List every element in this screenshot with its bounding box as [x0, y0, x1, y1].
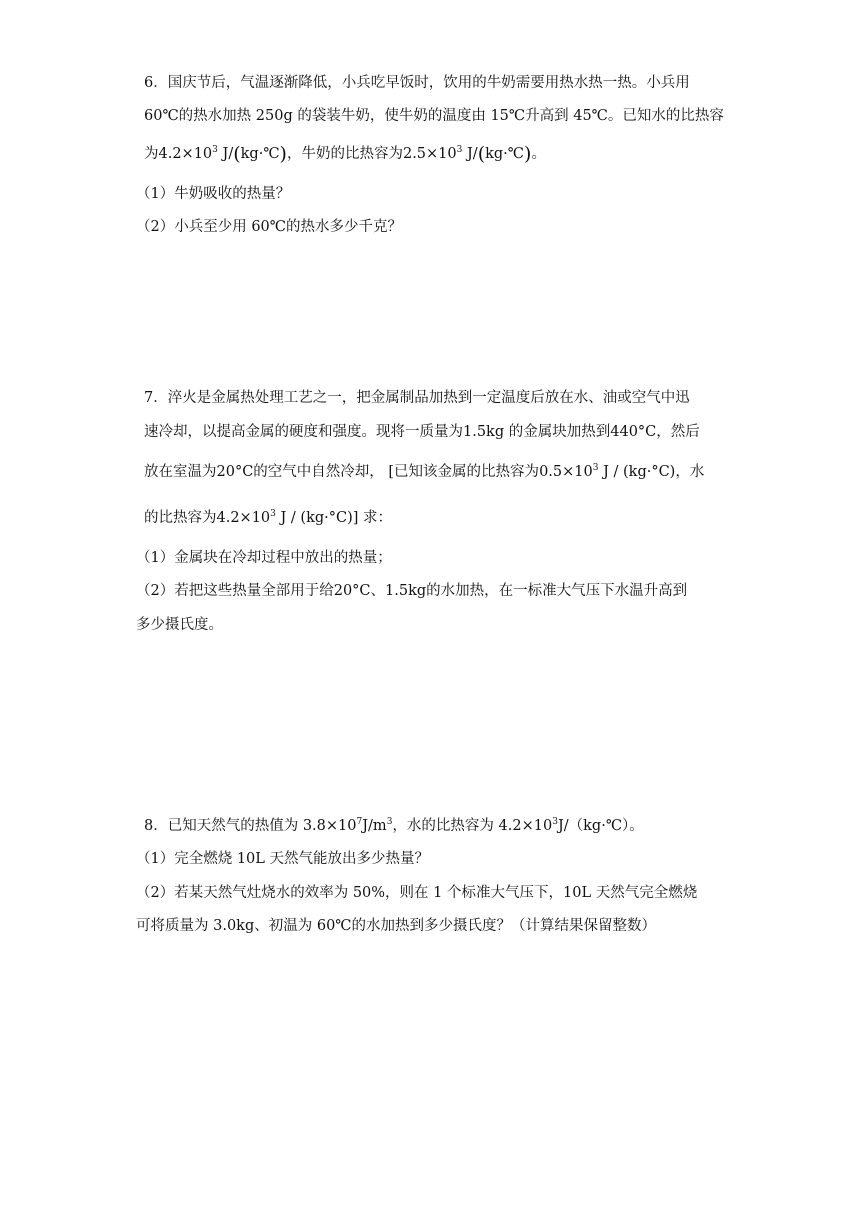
q7-sub-2: （2）若把这些热量全部用于给20°C、1.5kg的水加热，在一标准大气压下水温升高到 — [136, 583, 688, 599]
q8-sub-2-line-2: 可将质量为 3.0kg、初温为 60℃的水加热到多少摄氏度？（计算结果保留整数） — [136, 918, 657, 934]
q8-sub-1: （1）完全燃烧 10L 天然气能放出多少热量？ — [136, 851, 430, 867]
q7-line-1: 7．淬火是金属热处理工艺之一，把金属制品加热到一定温度后放在水、油或空气中迅 — [144, 390, 690, 406]
q7-sub-1: （1）金属块在冷却过程中放出的热量； — [136, 550, 392, 566]
q6-line-1: 6．国庆节后，气温逐渐降低，小兵吃早饭时，饮用的牛奶需要用热水热一热。小兵用 — [144, 75, 690, 91]
q6-line-3 — [144, 143, 546, 165]
metal-heat-capacity: $0.5\times 10^3$ J / (kg·°C) — [539, 463, 676, 480]
q6-text: 为 — [144, 146, 159, 162]
q7-line-3: 放在室温为20°C的空气中自然冷却， [已知该金属的比热容为$0.5\times 10^3$ J / (kg·°C)，水 — [144, 463, 705, 480]
metal-mass: 1.5kg — [463, 424, 505, 440]
milk-heat-capacity: $2.5\times 10^3$ J/(kg·℃) — [402, 143, 532, 165]
room-temperature: 20°C — [216, 464, 254, 480]
q7-line-4: 的比热容为$4.2\times 10^3$ J / (kg·°C)] 求： — [144, 509, 393, 526]
metal-temperature: 440°C — [610, 424, 657, 440]
water-heat-capacity: $4.2\times 10^3$ J / (kg·°C)] — [216, 509, 359, 526]
q6-sub-2: （2）小兵至少用 60℃的热水多少千克？ — [136, 219, 403, 235]
q6-sub-1: （1）牛奶吸收的热量？ — [136, 186, 291, 202]
q6-text: ，牛奶的比热容为 — [286, 146, 403, 162]
q6-text: 。 — [531, 146, 546, 162]
q8-line-1: 8．已知天然气的热值为 $3.8\times 10^7J/m^3$，水的比热容为 $4.2\times 10^3J/(kg\cdot℃)$。 — [144, 817, 644, 834]
q7-sub-2-line-2: 多少摄氏度。 — [136, 617, 223, 633]
q6-line-2: 60℃的热水加热 250g 的袋装牛奶，使牛奶的温度由 15℃升高到 45℃。已知水的比热容 — [144, 108, 724, 124]
q8-sub-2: （2）若某天然气灶烧水的效率为 50%，则在 1 个标准大气压下，10L 天然气完全燃烧 — [136, 885, 698, 901]
water-heat-capacity: $4.2\times 10^3$ J/(kg·℃) — [158, 143, 287, 165]
q7-line-2: 速冷却，以提高金属的硬度和强度。现将一质量为1.5kg 的金属块加热到440°C，然后 — [144, 424, 700, 440]
